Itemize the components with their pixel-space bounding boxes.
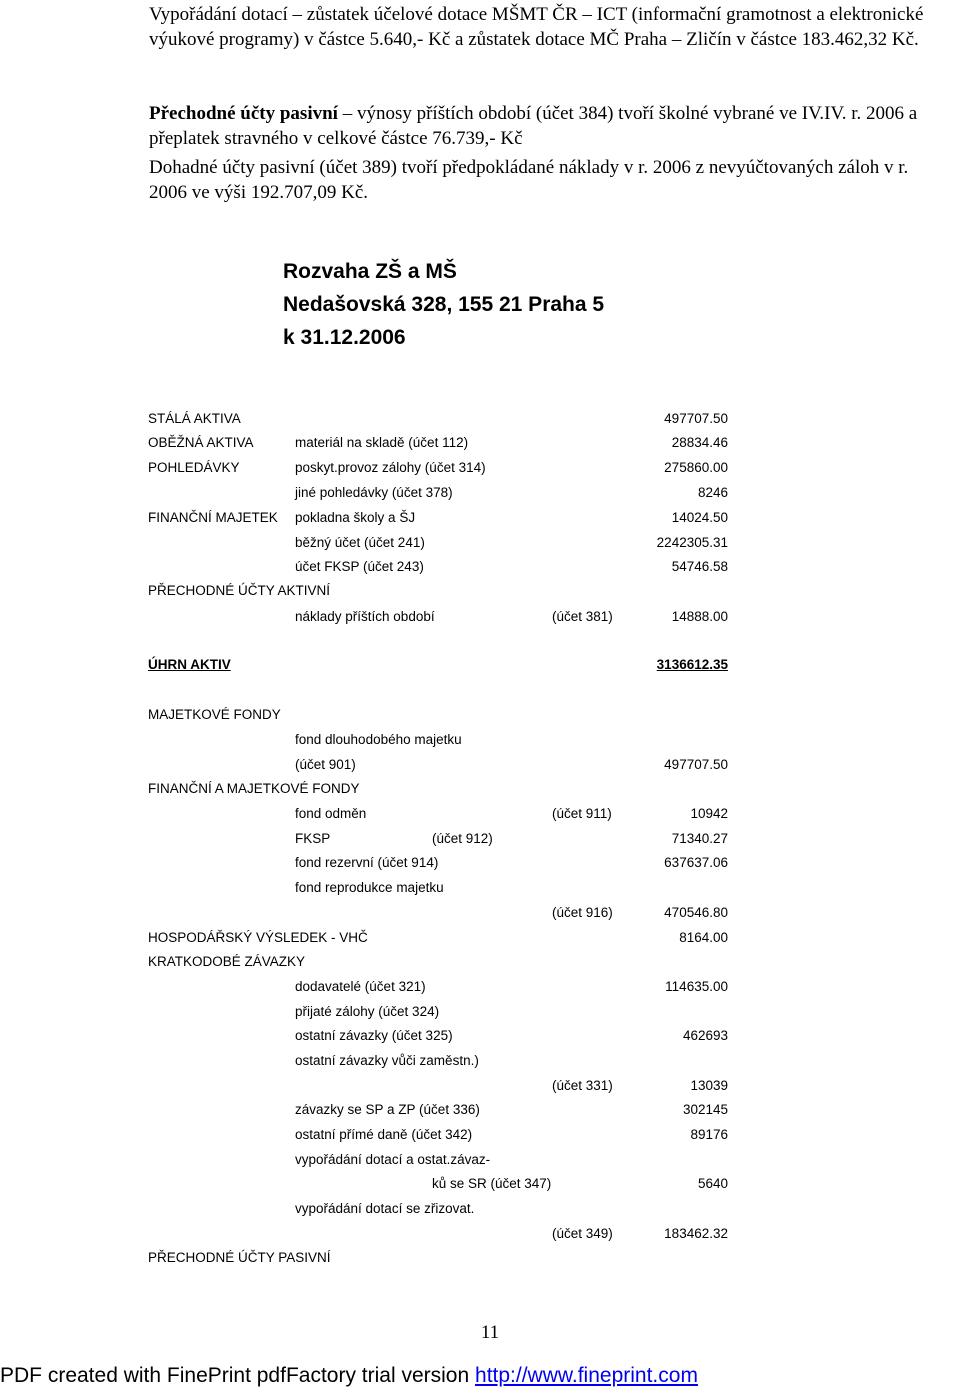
label-hosp-vysledek: HOSPODÁŘSKÝ VÝSLEDEK - VHČ <box>148 930 368 945</box>
value-bezny-ucet: 2242305.31 <box>656 535 728 550</box>
label-majetkove-fondy: MAJETKOVÉ FONDY <box>148 707 281 722</box>
label-pohledavky: POHLEDÁVKY <box>148 460 240 475</box>
footer-text: PDF created with FinePrint pdfFactory trial version <box>0 1364 476 1387</box>
item-fond-odmen: fond odměn <box>295 806 367 821</box>
value-fksp: 71340.27 <box>671 831 728 846</box>
item-ostatni-zavazky: ostatní závazky (účet 325) <box>295 1028 453 1043</box>
value-zavazky-sp-zp: 302145 <box>682 1102 728 1117</box>
title-line-1: Rozvaha ZŠ a MŠ <box>283 260 457 283</box>
label-prechodne-aktivni: PŘECHODNÉ ÚČTY AKTIVNÍ <box>148 583 331 598</box>
account-381: (účet 381) <box>552 609 613 624</box>
title-line-3: k 31.12.2006 <box>283 326 406 349</box>
account-349: (účet 349) <box>552 1226 613 1241</box>
value-material: 28834.46 <box>671 435 728 450</box>
item-provoz-zalohy: poskyt.provoz zálohy (účet 314) <box>295 460 486 475</box>
paragraph-bold-heading: Přechodné účty pasivní <box>149 103 338 124</box>
item-fksp: FKSP <box>295 831 331 846</box>
value-stala-aktiva: 497707.50 <box>664 411 728 426</box>
value-ucet-901: 497707.50 <box>664 757 728 772</box>
value-ucet-916: 470546.80 <box>664 905 728 920</box>
item-vyporadani-zrizovat: vypořádání dotací se zřizovat. <box>295 1201 475 1216</box>
item-vyporadani-ostat: vypořádání dotací a ostat.závaz- <box>295 1152 491 1167</box>
paragraph-estimated-accounts: Dohadné účty pasivní (účet 389) tvoří předpokládané náklady v r. 2006 z nevyúčtovaných záloh v r. 2006 ve výši 192.707,09 Kč. <box>149 157 909 203</box>
item-ostatni-prime-dane: ostatní přímé daně (účet 342) <box>295 1127 473 1142</box>
item-bezny-ucet: běžný účet (účet 241) <box>295 535 425 550</box>
value-ucet-fksp: 54746.58 <box>671 559 728 574</box>
label-uhrn-aktiv: ÚHRN AKTIV <box>148 657 231 672</box>
paragraph-subsidy-settlement: Vypořádání dotací – zůstatek účelové dotace MŠMT ČR – ICT (informační gramotnost a elektronické výukové programy) v částce 5.640,- Kč a zůstatek dotace MČ Praha – Zličín v částce 183.462,32 Kč. <box>149 4 924 50</box>
value-ostatni-zavazky: 462693 <box>682 1028 728 1043</box>
item-zavazky-sp-zp: závazky se SP a ZP (účet 336) <box>295 1102 480 1117</box>
value-jine-pohledavky: 8246 <box>697 485 728 500</box>
footer-link[interactable]: http://www.fineprint.com <box>475 1364 698 1387</box>
item-ucet-901: (účet 901) <box>295 757 356 772</box>
account-331: (účet 331) <box>552 1078 613 1093</box>
value-uhrn-aktiv: 3136612.35 <box>656 657 728 672</box>
item-zavazky-zamestn: ostatní závazky vůči zaměstn.) <box>295 1053 479 1068</box>
item-ku-se-sr: ků se SR (účet 347) <box>432 1176 552 1191</box>
item-fond-dlouhodobeho: fond dlouhodobého majetku <box>295 732 462 747</box>
title-line-2: Nedašovská 328, 155 21 Praha 5 <box>283 293 605 316</box>
pdf-footer <box>0 1364 698 1388</box>
label-prechodne-pasivni: PŘECHODNÉ ÚČTY PASIVNÍ <box>148 1250 331 1265</box>
value-pokladna: 14024.50 <box>671 510 728 525</box>
item-fond-reprodukce: fond reprodukce majetku <box>295 880 444 895</box>
item-naklady-pristich: náklady příštích období <box>295 609 435 624</box>
label-stala-aktiva: STÁLÁ AKTIVA <box>148 411 241 426</box>
item-material: materiál na skladě (účet 112) <box>295 435 469 450</box>
account-911: (účet 911) <box>552 806 612 821</box>
paragraph-transitional-accounts <box>149 101 949 151</box>
value-hosp-vysledek: 8164.00 <box>679 930 728 945</box>
value-fond-rezervni: 637637.06 <box>664 855 728 870</box>
item-dodavatele: dodavatelé (účet 321) <box>295 979 426 994</box>
label-financni-majetek: FINANČNÍ MAJETEK <box>148 510 278 525</box>
account-916: (účet 916) <box>552 905 613 920</box>
item-jine-pohledavky: jiné pohledávky (účet 378) <box>295 485 453 500</box>
value-dodavatele: 114635.00 <box>665 979 728 994</box>
item-ucet-fksp: účet FKSP (účet 243) <box>295 559 424 574</box>
paragraph-text: – výnosy příštích období (účet 384) tvoří školné vybrané ve IV.IV. r. 2006 a přeplatek stravného v celkové částce 76.739,- Kč <box>149 103 918 149</box>
value-ku-se-sr: 5640 <box>697 1176 728 1191</box>
document-title <box>283 255 604 354</box>
account-912: (účet 912) <box>432 831 493 846</box>
label-obezna-aktiva: OBĚŽNÁ AKTIVA <box>148 435 254 450</box>
value-fond-odmen: 10942 <box>690 806 728 821</box>
label-financni-a-majetkove: FINANČNÍ A MAJETKOVÉ FONDY <box>148 781 360 796</box>
item-prijate-zalohy: přijaté zálohy (účet 324) <box>295 1004 440 1019</box>
value-ucet-331: 13039 <box>690 1078 728 1093</box>
page-number: 11 <box>480 1322 500 1343</box>
value-provoz-zalohy: 275860.00 <box>664 460 728 475</box>
item-pokladna: pokladna školy a ŠJ <box>295 510 416 525</box>
label-kratkodobe-zavazky: KRATKODOBÉ ZÁVAZKY <box>148 954 306 969</box>
value-ucet-349: 183462.32 <box>664 1226 728 1241</box>
value-naklady-pristich: 14888.00 <box>671 609 728 624</box>
value-ostatni-prime-dane: 89176 <box>690 1127 728 1142</box>
item-fond-rezervni: fond rezervní (účet 914) <box>295 855 439 870</box>
